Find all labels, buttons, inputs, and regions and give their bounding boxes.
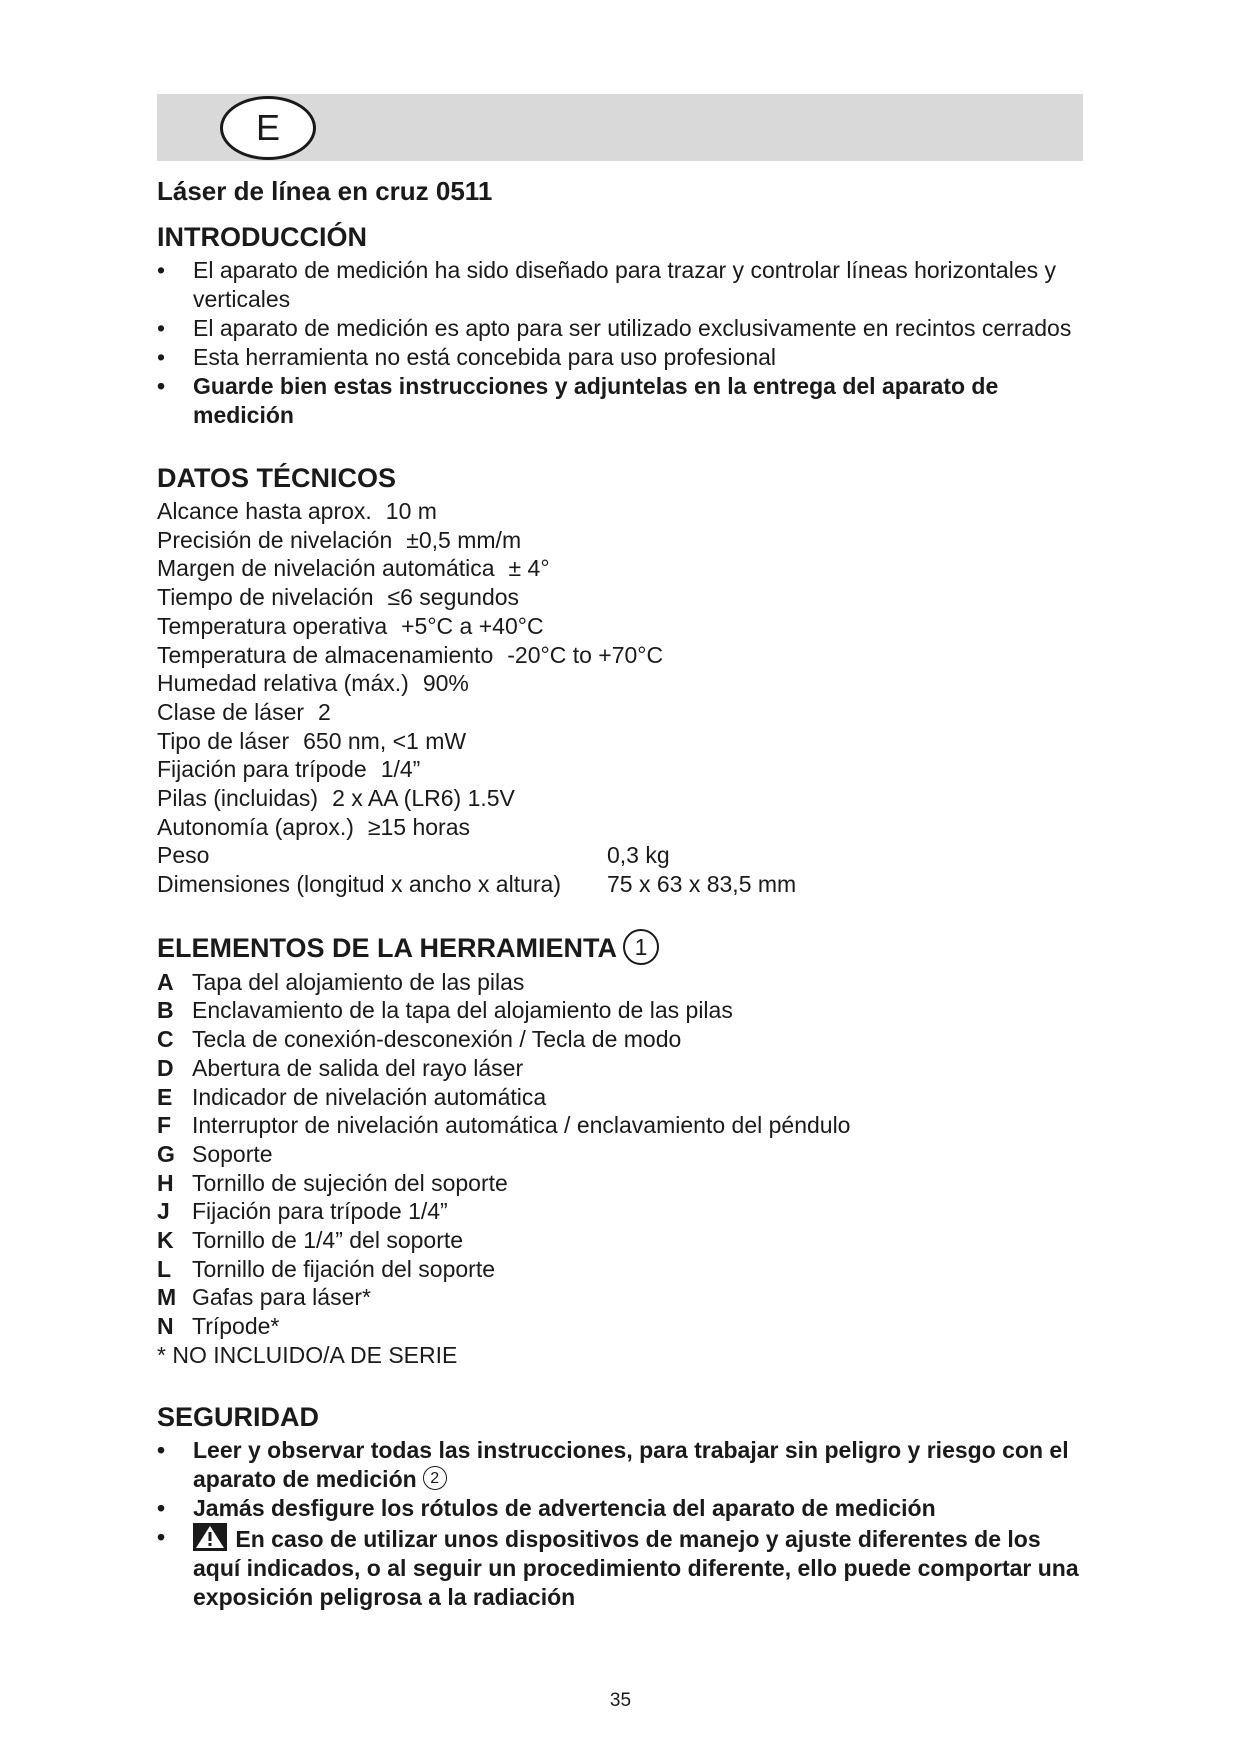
- language-badge: E: [220, 96, 316, 160]
- part-letter: F: [157, 1112, 172, 1139]
- part-text: Tornillo de 1/4” del soporte: [192, 1227, 464, 1254]
- spec-row: [157, 612, 1087, 641]
- figure-reference-circle: 1: [623, 929, 659, 965]
- part-text: Enclavamiento de la tapa del alojamiento de las pilas: [192, 997, 733, 1024]
- intro-bullet-important: • Guarde bien estas instrucciones y adjuntelas en la entrega del aparato de medición: [157, 372, 1087, 430]
- part-item: [157, 968, 1087, 997]
- tech-data-list: [157, 497, 1087, 899]
- part-item: [157, 1169, 1087, 1198]
- spec-label: Temperatura operativa: [157, 612, 388, 639]
- spec-row: [157, 755, 1087, 784]
- part-letter: G: [157, 1140, 175, 1167]
- part-letter: M: [157, 1284, 177, 1311]
- part-text: Indicador de nivelación automática: [192, 1083, 547, 1110]
- part-item: [157, 1140, 1087, 1169]
- intro-bullet: • El aparato de medición es apto para ser utilizado exclusivamente en recintos cerrados: [157, 314, 1087, 343]
- spec-value: 10 m: [385, 498, 437, 524]
- part-text: Tornillo de fijación del soporte: [192, 1255, 496, 1282]
- part-item: [157, 996, 1087, 1025]
- part-item: [157, 1226, 1087, 1255]
- laser-warning-icon: [193, 1523, 227, 1551]
- spec-value: -20°C to +70°C: [507, 641, 664, 668]
- part-letter: D: [157, 1054, 174, 1081]
- part-letter: L: [157, 1255, 172, 1282]
- spec-row: [157, 497, 1087, 526]
- spec-value: 650 nm, <1 mW: [303, 727, 467, 754]
- spec-label: Alcance hasta aprox.: [157, 498, 372, 524]
- spec-label: Fijación para trípode: [157, 756, 367, 783]
- spec-value: +5°C a +40°C: [401, 612, 544, 639]
- page-number: 35: [609, 1690, 632, 1711]
- spec-row: [157, 526, 1087, 555]
- spec-label: Temperatura de almacenamiento: [157, 641, 494, 668]
- spec-label: Tipo de láser: [157, 727, 290, 754]
- part-text: Gafas para láser*: [192, 1284, 371, 1311]
- spec-label: Pilas (incluidas): [157, 785, 319, 812]
- safety-heading: SEGURIDAD: [157, 1401, 320, 1432]
- spec-row: [157, 813, 1087, 842]
- spec-value: 0,3 kg: [607, 842, 670, 869]
- spec-label: Margen de nivelación automática: [157, 555, 495, 582]
- spec-value: 1/4”: [380, 756, 421, 783]
- spec-value: 2: [318, 698, 331, 725]
- spec-value: ± 4°: [508, 555, 550, 582]
- spec-label: Dimensiones (longitud x ancho x altura): [157, 871, 561, 898]
- part-text: Tornillo de sujeción del soporte: [192, 1169, 508, 1196]
- not-included-note: * NO INCLUIDO/A DE SERIE: [157, 1341, 458, 1368]
- safety-bullet: • Jamás desfigure los rótulos de advertencia del aparato de medición: [157, 1494, 1087, 1523]
- part-letter: H: [157, 1169, 174, 1196]
- spec-label: Humedad relativa (máx.): [157, 670, 409, 697]
- part-item: [157, 1111, 1087, 1140]
- spec-value: ±0,5 mm/m: [406, 526, 522, 553]
- spec-value: 90%: [422, 670, 469, 697]
- part-item: [157, 1054, 1087, 1083]
- part-item: [157, 1025, 1087, 1054]
- part-item: [157, 1312, 1087, 1341]
- part-letter: J: [157, 1198, 170, 1225]
- spec-value: ≥15 horas: [367, 813, 471, 840]
- part-letter: E: [157, 1083, 173, 1110]
- intro-bullet: • El aparato de medición ha sido diseñado para trazar y controlar líneas horizontales y verticales: [157, 256, 1087, 314]
- spec-label: Peso: [157, 842, 210, 869]
- spec-row: [157, 641, 1087, 670]
- part-text: Abertura de salida del rayo láser: [192, 1054, 524, 1081]
- spec-row: [157, 784, 1087, 813]
- spec-value: ≤6 segundos: [387, 584, 520, 611]
- parts-list: [157, 968, 1087, 1370]
- part-item: [157, 1283, 1087, 1312]
- part-text: Interruptor de nivelación automática / enclavamiento del péndulo: [192, 1112, 851, 1139]
- spec-label: Clase de láser: [157, 698, 305, 725]
- part-text: Tapa del alojamiento de las pilas: [192, 968, 525, 995]
- part-text: Fijación para trípode 1/4”: [192, 1198, 448, 1225]
- spec-row: [157, 870, 1087, 899]
- intro-bullet: • Esta herramienta no está concebida para uso profesional: [157, 343, 1087, 372]
- spec-row: [157, 727, 1087, 756]
- spec-row: [157, 841, 1087, 870]
- part-text: Soporte: [192, 1140, 273, 1167]
- part-text: Trípode*: [192, 1313, 280, 1340]
- part-letter: C: [157, 1026, 174, 1053]
- tech-data-heading: DATOS TÉCNICOS: [157, 463, 397, 493]
- part-letter: N: [157, 1313, 174, 1340]
- elements-heading: [157, 929, 1087, 968]
- page-content: [157, 172, 1087, 1612]
- document-title: Láser de línea en cruz 0511: [157, 176, 493, 206]
- safety-bullet: [157, 1436, 1087, 1494]
- part-letter: A: [157, 968, 174, 995]
- spec-label: Autonomía (aprox.): [157, 813, 354, 840]
- part-text: Tecla de conexión-desconexión / Tecla de modo: [192, 1026, 682, 1053]
- safety-bullet: [157, 1523, 1087, 1612]
- safety-bullet-text: En caso de utilizar unos dispositivos de manejo y ajuste diferentes de los aquí indicados, o al seguir un procedimiento diferente, ello puede comportar una exposición peligrosa a la radiación: [193, 1525, 1079, 1610]
- part-item: [157, 1197, 1087, 1226]
- part-item: [157, 1083, 1087, 1112]
- safety-list: [157, 1436, 1087, 1612]
- spec-label: Tiempo de nivelación: [157, 584, 374, 611]
- part-letter: K: [157, 1227, 174, 1254]
- elements-heading-text: ELEMENTOS DE LA HERRAMIENTA: [157, 932, 618, 963]
- spec-value: 2 x AA (LR6) 1.5V: [332, 785, 515, 812]
- spec-label: Precisión de nivelación: [157, 526, 393, 553]
- spec-row: [157, 669, 1087, 698]
- part-letter: B: [157, 997, 174, 1024]
- spec-row: [157, 698, 1087, 727]
- part-item: [157, 1255, 1087, 1284]
- spec-value: 75 x 63 x 83,5 mm: [607, 871, 797, 898]
- intro-heading: INTRODUCCIÓN: [157, 222, 367, 252]
- intro-list: [157, 256, 1087, 430]
- figure-reference-circle: 2: [423, 1466, 447, 1490]
- spec-row: [157, 583, 1087, 612]
- safety-bullet-text: Leer y observar todas las instrucciones, para trabajar sin peligro y riesgo con el aparato de medición: [193, 1436, 1069, 1492]
- spec-row: [157, 554, 1087, 583]
